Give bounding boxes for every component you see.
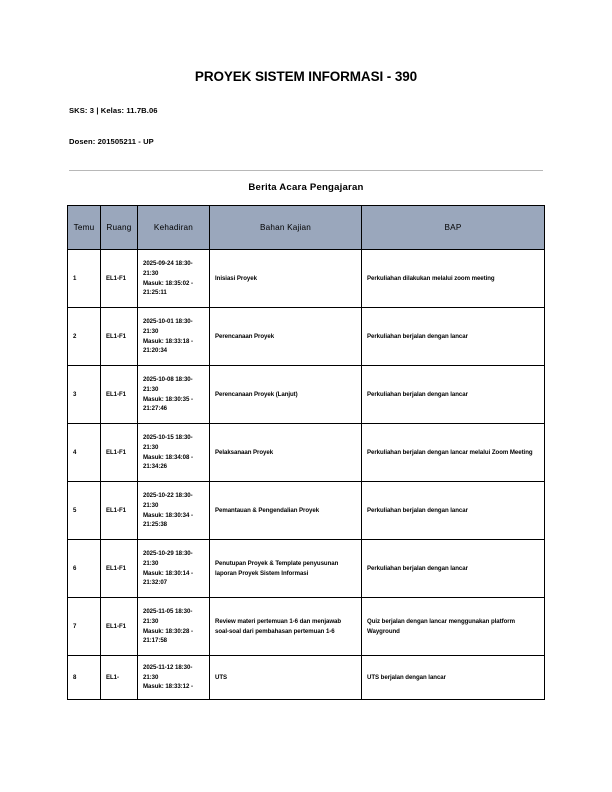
cell-bahan-kajian: Inisiasi Proyek — [210, 250, 362, 308]
meta-separator: | — [96, 106, 99, 115]
cell-ruang: EL1-F1 — [101, 424, 138, 482]
cell-ruang: EL1-F1 — [101, 482, 138, 540]
cell-bahan-kajian: UTS — [210, 656, 362, 700]
page-title: PROYEK SISTEM INFORMASI - 390 — [194, 69, 418, 84]
header-divider — [69, 170, 543, 171]
course-meta-dosen — [69, 137, 154, 146]
section-title: Berita Acara Pengajaran — [248, 182, 364, 193]
cell-ruang: EL1- — [101, 656, 138, 700]
kehadiran-schedule: 2025-10-15 18:30-21:30 — [143, 433, 193, 451]
cell-temu: 3 — [68, 366, 101, 424]
kehadiran-masuk: Masuk: 18:33:12 - — [143, 683, 193, 691]
column-header-kehadiran: Kehadiran — [138, 206, 210, 250]
column-header-bap: BAP — [362, 206, 545, 250]
table-body — [68, 250, 545, 700]
kehadiran-schedule: 2025-10-29 18:30-21:30 — [143, 549, 193, 567]
cell-bap: Perkuliahan berjalan dengan lancar — [362, 366, 545, 424]
kelas-label: Kelas: — [100, 106, 125, 115]
kehadiran-masuk: Masuk: 18:34:08 - 21:34:26 — [143, 453, 193, 471]
kehadiran-schedule: 2025-11-05 18:30-21:30 — [143, 607, 193, 625]
cell-bahan-kajian: Pelaksanaan Proyek — [210, 424, 362, 482]
sks-value: 3 — [89, 106, 95, 115]
cell-bap: Perkuliahan berjalan dengan lancar — [362, 482, 545, 540]
cell-kehadiran — [138, 598, 210, 656]
cell-ruang: EL1-F1 — [101, 308, 138, 366]
cell-bahan-kajian: Review materi pertemuan 1-6 dan menjawab soal-soal dari pembahasan pertemuan 1-6 — [210, 598, 362, 656]
kehadiran-schedule: 2025-10-01 18:30-21:30 — [143, 317, 193, 335]
table-row — [68, 424, 545, 482]
cell-kehadiran — [138, 308, 210, 366]
table-row — [68, 250, 545, 308]
cell-kehadiran — [138, 540, 210, 598]
cell-kehadiran — [138, 656, 210, 700]
table-header — [68, 206, 545, 250]
kehadiran-masuk: Masuk: 18:30:35 - 21:27:46 — [143, 395, 193, 413]
kehadiran-masuk: Masuk: 18:30:34 - 21:25:38 — [143, 511, 193, 529]
kehadiran-schedule: 2025-10-22 18:30-21:30 — [143, 491, 193, 509]
kehadiran-masuk: Masuk: 18:33:18 - 21:20:34 — [143, 337, 193, 355]
kehadiran-masuk: Masuk: 18:30:28 - 21:17:58 — [143, 627, 193, 645]
cell-bap: Perkuliahan berjalan dengan lancar melalui Zoom Meeting — [362, 424, 545, 482]
cell-bap: Quiz berjalan dengan lancar menggunakan platform Wayground — [362, 598, 545, 656]
dosen-label: Dosen: — [69, 137, 96, 146]
kehadiran-schedule: 2025-09-24 18:30-21:30 — [143, 259, 193, 277]
cell-temu: 1 — [68, 250, 101, 308]
cell-ruang: EL1-F1 — [101, 540, 138, 598]
cell-bap: UTS berjalan dengan lancar — [362, 656, 545, 700]
table-row — [68, 540, 545, 598]
column-header-ruang: Ruang — [101, 206, 138, 250]
cell-bahan-kajian: Penutupan Proyek & Template penyusunan laporan Proyek Sistem Informasi — [210, 540, 362, 598]
table-row — [68, 366, 545, 424]
cell-bahan-kajian: Perencanaan Proyek — [210, 308, 362, 366]
table-row — [68, 308, 545, 366]
dosen-value: 201505211 - UP — [97, 137, 154, 146]
cell-bap: Perkuliahan berjalan dengan lancar — [362, 540, 545, 598]
cell-ruang: EL1-F1 — [101, 598, 138, 656]
cell-temu: 7 — [68, 598, 101, 656]
berita-acara-table — [67, 205, 545, 700]
cell-temu: 2 — [68, 308, 101, 366]
kelas-value: 11.7B.06 — [126, 106, 158, 115]
cell-kehadiran — [138, 482, 210, 540]
sks-label: SKS: — [69, 106, 88, 115]
course-meta-sks — [69, 106, 158, 115]
table-row — [68, 482, 545, 540]
cell-bap: Perkuliahan berjalan dengan lancar — [362, 308, 545, 366]
table-row — [68, 598, 545, 656]
cell-temu: 6 — [68, 540, 101, 598]
table-header-row — [68, 206, 545, 250]
kehadiran-masuk: Masuk: 18:35:02 - 21:25:11 — [143, 279, 193, 297]
cell-kehadiran — [138, 250, 210, 308]
cell-bahan-kajian: Perencanaan Proyek (Lanjut) — [210, 366, 362, 424]
cell-bap: Perkuliahan dilakukan melalui zoom meeting — [362, 250, 545, 308]
cell-bahan-kajian: Pemantauan & Pengendalian Proyek — [210, 482, 362, 540]
cell-ruang: EL1-F1 — [101, 366, 138, 424]
cell-ruang: EL1-F1 — [101, 250, 138, 308]
kehadiran-schedule: 2025-10-08 18:30-21:30 — [143, 375, 193, 393]
kehadiran-schedule: 2025-11-12 18:30-21:30 — [143, 663, 193, 681]
kehadiran-masuk: Masuk: 18:30:14 - 21:32:07 — [143, 569, 193, 587]
cell-temu: 4 — [68, 424, 101, 482]
column-header-temu: Temu — [68, 206, 101, 250]
table-row — [68, 656, 545, 700]
column-header-bahan-kajian: Bahan Kajian — [210, 206, 362, 250]
cell-kehadiran — [138, 366, 210, 424]
cell-kehadiran — [138, 424, 210, 482]
cell-temu: 5 — [68, 482, 101, 540]
cell-temu: 8 — [68, 656, 101, 700]
